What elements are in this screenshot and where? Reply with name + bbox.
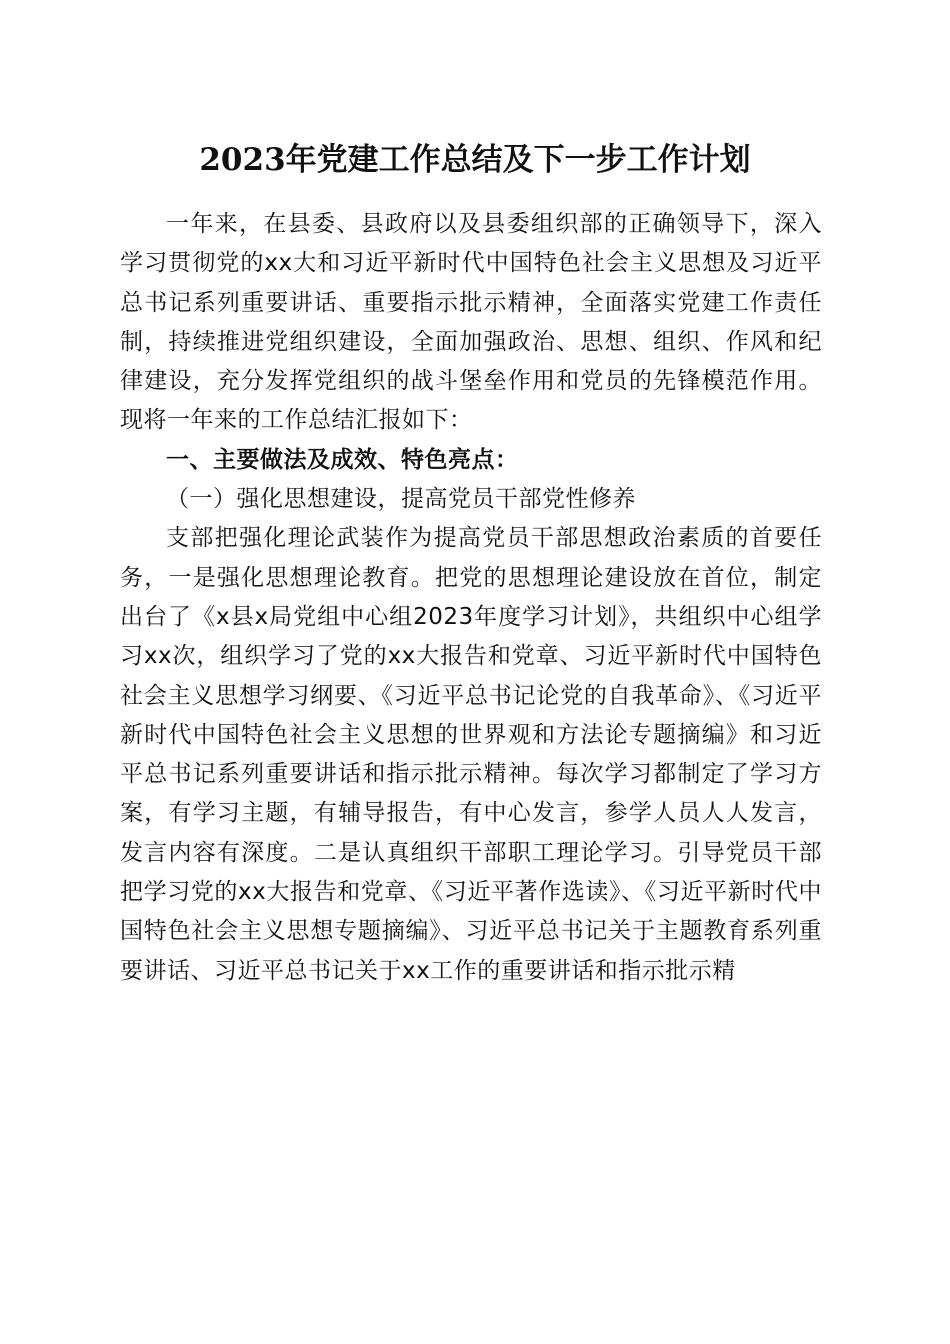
section-heading: 一、主要做法及成效、特色亮点： (166, 446, 519, 473)
intro-paragraph: 一年来，在县委、县政府以及县委组织部的正确领导下，深入学习贯彻党的xx大和习近平新时代中国特色社会主义思想及习近平总书记系列重要讲话、重要指示批示精神，全面落实党建工作责任制，持续推进党组织建设，全面加强政治、思想、组织、作风和纪律建设，充分发挥党组织的战斗堡垒作用和党员的先锋模范作用。现将一年来的工作总结汇报如下： (120, 211, 822, 434)
document-body (120, 205, 822, 991)
body-paragraph: 支部把强化理论武装作为提高党员干部思想政治素质的首要任务，一是强化思想理论教育。把党的思想理论建设放在首位，制定出台了《x县x局党组中心组2023年度学习计划》，共组织中心组学习xx次，组织学习了党的xx大报告和党章、习近平新时代中国特色社会主义思想学习纲要、《习近平总书记论党的自我革命》、《习近平新时代中国特色社会主义思想的世界观和方法论专题摘编》和习近平总书记系列重要讲话和指示批示精神。每次学习都制定了学习方案，有学习主题，有辅导报告，有中心发言，参学人员人人发言，发言内容有深度。二是认真组织干部职工理论学习。引导党员干部把学习党的xx大报告和党章、《习近平著作选读》、《习近平新时代中国特色社会主义思想专题摘编》、习近平总书记关于主题教育系列重要讲话、习近平总书记关于xx工作的重要讲话和指示批示精 (120, 525, 822, 984)
subsection-heading: （一）强化思想建设，提高党员干部党性修养 (166, 486, 636, 513)
document-title: 2023年党建工作总结及下一步工作计划 (199, 142, 751, 178)
